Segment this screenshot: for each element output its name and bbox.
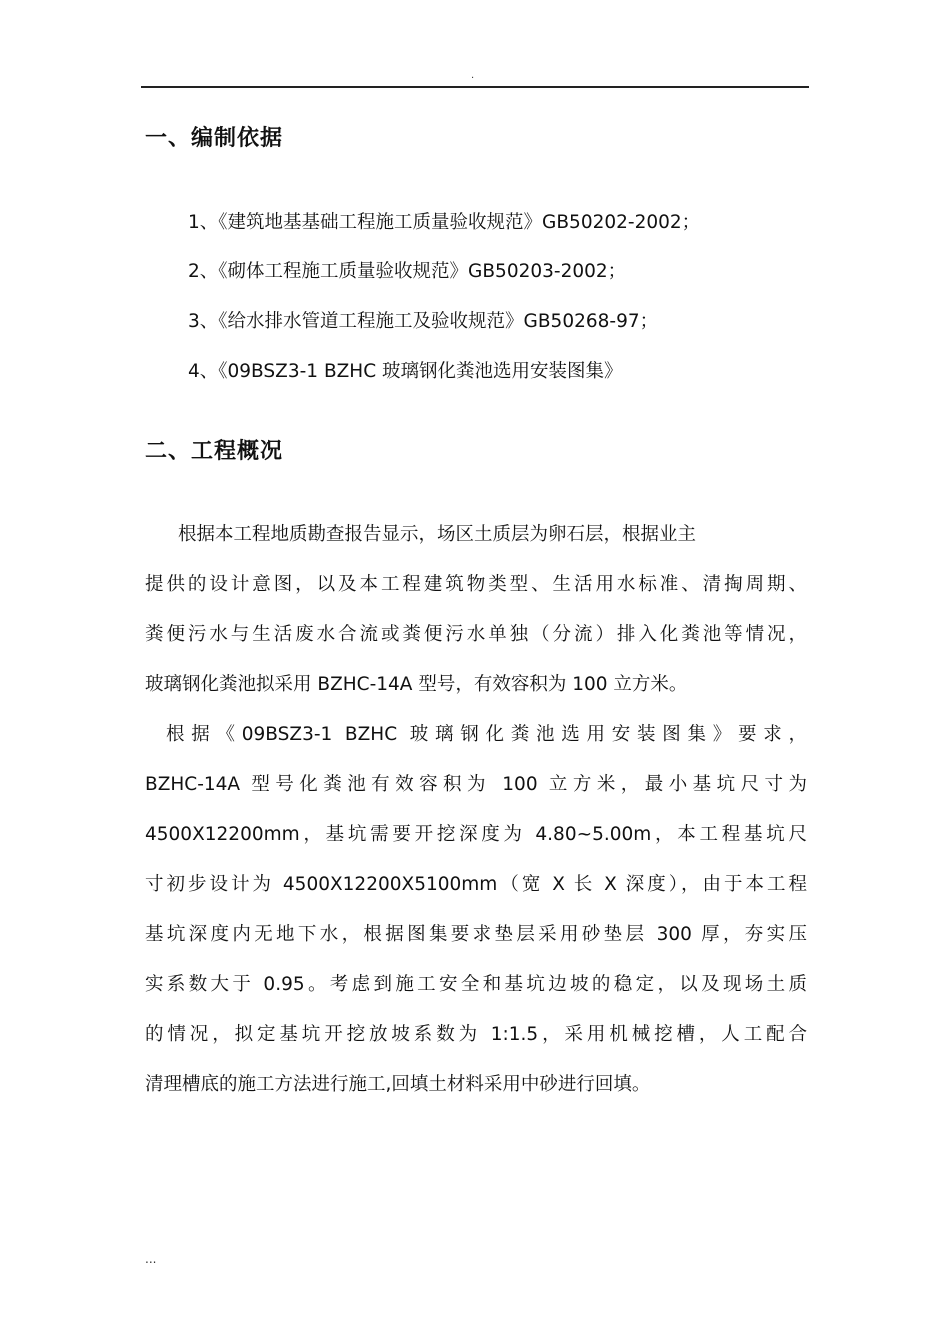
- section-heading-overview: 二、工程概况: [145, 439, 284, 464]
- paragraph-line: 4500X12200mm，基坑需要开挖深度为 4.80~5.00m，本工程基坑尺: [145, 824, 807, 845]
- paragraph-line: 粪便污水与生活废水合流或粪便污水单独（分流）排入化粪池等情况，: [145, 624, 807, 645]
- paragraph-line: 提供的设计意图，以及本工程建筑物类型、生活用水标准、清掏周期、: [145, 574, 807, 595]
- reference-item: 4、《09BSZ3-1 BZHC 玻璃钢化粪池选用安装图集》: [188, 361, 623, 382]
- paragraph-line: 寸初步设计为 4500X12200X5100mm（宽 X 长 X 深度），由于本工程: [145, 874, 807, 895]
- header-rule: [141, 86, 809, 88]
- paragraph-line: 实系数大于 0.95。考虑到施工安全和基坑边坡的稳定，以及现场土质: [145, 974, 807, 995]
- paragraph-line: 根据本工程地质勘查报告显示，场区土质层为卵石层，根据业主: [178, 524, 697, 545]
- paragraph-line: 的情况，拟定基坑开挖放坡系数为 1:1.5，采用机械挖槽，人工配合: [145, 1024, 807, 1045]
- paragraph-line: 根据《09BSZ3-1 BZHC 玻璃钢化粪池选用安装图集》要求，: [166, 724, 807, 745]
- reference-item: 1、《建筑地基基础工程施工质量验收规范》GB50202-2002；: [188, 212, 701, 233]
- reference-item: 3、《给水排水管道工程施工及验收规范》GB50268-97；: [188, 311, 659, 332]
- paragraph-line: 基坑深度内无地下水，根据图集要求垫层采用砂垫层 300 厚，夯实压: [145, 924, 807, 945]
- footer-mark: ...: [145, 1252, 157, 1266]
- paragraph-line: 玻璃钢化粪池拟采用 BZHC-14A 型号，有效容积为 100 立方米。: [145, 674, 688, 695]
- header-mark: .: [471, 70, 475, 81]
- paragraph-line: BZHC-14A 型号化粪池有效容积为 100 立方米，最小基坑尺寸为: [145, 774, 807, 795]
- paragraph-line: 清理槽底的施工方法进行施工,回填土材料采用中砂进行回填。: [145, 1074, 651, 1095]
- section-heading-basis: 一、编制依据: [145, 126, 284, 151]
- reference-item: 2、《砌体工程施工质量验收规范》GB50203-2002；: [188, 261, 627, 282]
